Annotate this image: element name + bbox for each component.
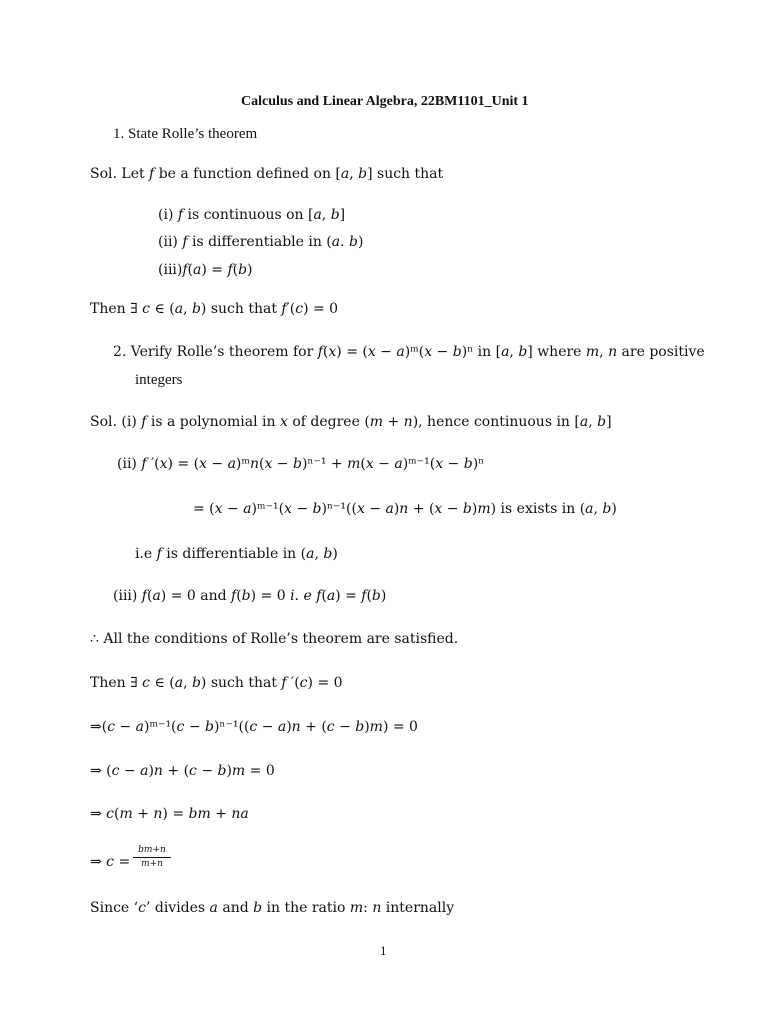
step-3: ⇒ 𝑐(𝑚 + 𝑛) = 𝑏𝑚 + 𝑛𝑎 <box>90 806 249 822</box>
condition-differentiable: (ii) 𝑓 is differentiable in (𝑎. 𝑏) <box>158 234 364 250</box>
page-number: 1 <box>380 943 387 958</box>
condition-iii-check: (iii) 𝑓(𝑎) = 0 and 𝑓(𝑏) = 0 𝑖. 𝑒 𝑓(𝑎) = 𝑓(𝑏) <box>113 588 387 604</box>
question-2-line-2: integers <box>135 372 183 388</box>
derivative-line-1: (ii) 𝑓 ′(𝑥) = (𝑥 − 𝑎)ᵐ𝑛(𝑥 − 𝑏)ⁿ⁻¹ + 𝑚(𝑥 − 𝑎)ᵐ⁻¹(𝑥 − 𝑏)ⁿ <box>117 456 485 472</box>
question-2-line-1: 2. Verify Rolle’s theorem for 𝑓(𝑥) = (𝑥 − 𝑎)ᵐ(𝑥 − 𝑏)ⁿ in [𝑎, 𝑏] where 𝑚, 𝑛 are positive <box>113 344 705 360</box>
solution-1-intro: Sol. Let 𝑓 be a function defined on [𝑎, 𝑏] such that <box>90 166 444 182</box>
step-4-prefix: ⇒ 𝑐 = <box>90 854 131 870</box>
fraction-numerator: 𝑏𝑚+𝑛 <box>138 845 166 855</box>
condition-continuous: (i) 𝑓 is continuous on [𝑎, 𝑏] <box>158 207 346 223</box>
conditions-satisfied: ∴ All the conditions of Rolle’s theorem are satisfied. <box>90 631 459 647</box>
fraction-denominator: 𝑚+𝑛 <box>141 859 163 869</box>
differentiable-statement: i.e 𝑓 is differentiable in (𝑎, 𝑏) <box>135 546 338 562</box>
then-exists-c: Then ∃ 𝑐 ∈ (𝑎, 𝑏) such that 𝑓 ′(𝑐) = 0 <box>90 675 343 691</box>
step-4-fraction <box>133 845 171 870</box>
step-2: ⇒ (𝑐 − 𝑎)𝑛 + (𝑐 − 𝑏)𝑚 = 0 <box>90 763 275 779</box>
condition-equal-endpoints: (iii)𝑓(𝑎) = 𝑓(𝑏) <box>158 262 253 278</box>
question-1: 1. State Rolle’s theorem <box>113 126 258 142</box>
fraction-bar <box>133 857 171 858</box>
page-title: Calculus and Linear Algebra, 22BM1101_Unit 1 <box>241 94 529 109</box>
step-1: ⇒(𝑐 − 𝑎)ᵐ⁻¹(𝑐 − 𝑏)ⁿ⁻¹((𝑐 − 𝑎)𝑛 + (𝑐 − 𝑏)𝑚) = 0 <box>90 719 418 735</box>
since-divides-ratio: Since ‘𝑐’ divides 𝑎 and 𝑏 in the ratio 𝑚: 𝑛 internally <box>90 900 455 916</box>
derivative-line-2: = (𝑥 − 𝑎)ᵐ⁻¹(𝑥 − 𝑏)ⁿ⁻¹((𝑥 − 𝑎)𝑛 + (𝑥 − 𝑏)𝑚) is exists in (𝑎, 𝑏) <box>193 501 617 517</box>
solution-2-continuity: Sol. (i) 𝑓 is a polynomial in 𝑥 of degree (𝑚 + 𝑛), hence continuous in [𝑎, 𝑏] <box>90 414 612 430</box>
rolle-conclusion: Then ∃ 𝑐 ∈ (𝑎, 𝑏) such that 𝑓′(𝑐) = 0 <box>90 301 339 317</box>
